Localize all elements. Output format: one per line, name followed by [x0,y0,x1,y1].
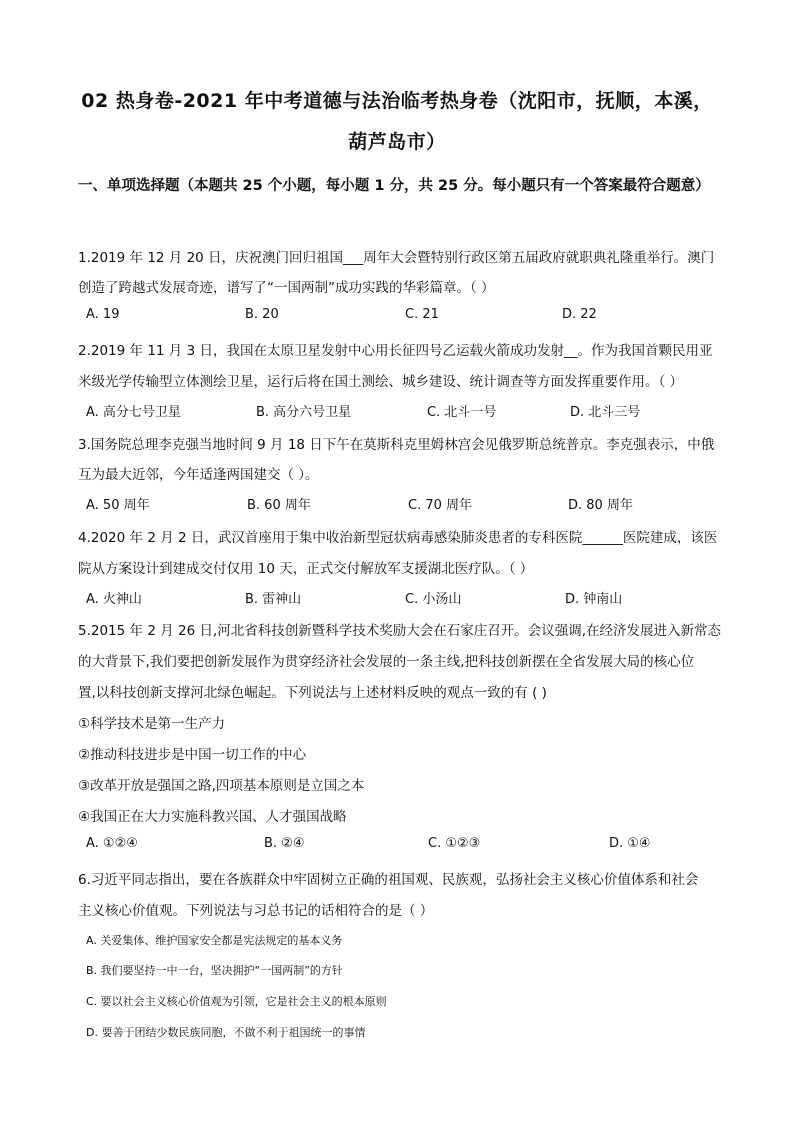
question-3-option-d: D. 80 周年 [568,498,633,513]
question-1-option-d: D. 22 [562,307,597,322]
question-4-option-d: D. 钟南山 [565,592,623,607]
question-2-option-c: C. 北斗一号 [427,405,497,420]
question-4-text-line1: 4.2020 年 2 月 2 日，武汉首座用于集中收治新型冠状病毒感染肺炎患者的专科医院______医院建成，该医 [78,530,718,546]
question-5-option-c: C. ①②③ [428,836,481,851]
question-4-option-c: C. 小汤山 [405,592,462,607]
question-3-option-a: A. 50 周年 [86,498,150,513]
question-4-text-line2: 院从方案设计到建成交付仅用 10 天，正式交付解放军支援湖北医疗队。（ ） [78,561,534,577]
question-2-text-line1: 2.2019 年 11 月 3 日，我国在太原卫星发射中心用长征四号乙运载火箭成功发射__。作为我国首颗民用亚 [78,343,713,359]
question-6-option-c: C. 要以社会主义核心价值观为引领，它是社会主义的根本原则 [86,995,387,1008]
question-4-option-a: A. 火神山 [86,592,142,607]
question-5-text-line2: 的大背景下,我们要把创新发展作为贯穿经济社会发展的一条主线,把科技创新摆在全省发展大局的核心位 [78,654,695,670]
question-6-option-a: A. 关爱集体、维护国家安全都是宪法规定的基本义务 [86,934,343,947]
question-3-option-c: C. 70 周年 [408,498,473,513]
question-2-option-d: D. 北斗三号 [570,405,641,420]
question-2-option-b: B. 高分六号卫星 [256,405,352,420]
question-5-option-d: D. ①④ [609,836,651,851]
question-5-option-a: A. ①②④ [86,836,138,851]
section-heading: 一、单项选择题（本题共 25 个小题，每小题 1 分，共 25 分。每小题只有一个答案最符合题意） [78,178,710,194]
question-5-statement-2: ②推动科技进步是中国一切工作的中心 [78,747,307,763]
question-3-text-line1: 3.国务院总理李克强当地时间 9 月 18 日下午在莫斯科克里姆林宫会见俄罗斯总统普京。李克强表示，中俄 [78,437,715,453]
question-5-statement-1: ①科学技术是第一生产力 [78,716,226,732]
question-6-text-line1: 6.习近平同志指出，要在各族群众中牢固树立正确的祖国观、民族观，弘扬社会主义核心价值体系和社会 [78,872,699,888]
question-3-text-line2: 互为最大近邻，今年适逢两国建交（ ）。 [78,467,319,483]
question-6-text-line2: 主义核心价值观。下列说法与习总书记的话相符合的是（ ） [78,903,434,919]
question-5-statement-4: ④我国正在大力实施科教兴国、人才强国战略 [78,809,347,825]
exam-title-line1: 02 热身卷-2021 年中考道德与法治临考热身卷（沈阳市，抚顺，本溪， [81,90,713,112]
question-1-text-line1: 1.2019 年 12 月 20 日，庆祝澳门回归祖国___周年大会暨特别行政区第五届政府就职典礼隆重举行。澳门 [78,250,715,266]
question-4-option-b: B. 雷神山 [245,592,302,607]
exam-title-line2: 葫芦岛市） [348,131,446,153]
question-2-text-line2: 米级光学传输型立体测绘卫星，运行后将在国土测绘、城乡建设、统计调查等方面发挥重要作用。（ ） [78,374,684,390]
question-5-option-b: B. ②④ [264,836,305,851]
question-1-option-a: A. 19 [86,307,120,322]
question-6-option-b: B. 我们要坚持一中一台，坚决拥护“一国两制”的方针 [86,964,343,977]
question-1-text-line2: 创造了跨越式发展奇迹，谱写了“一国两制”成功实践的华彩篇章。（ ） [78,280,495,296]
question-1-option-b: B. 20 [245,307,279,322]
question-3-option-b: B. 60 周年 [247,498,311,513]
question-5-statement-3: ③改革开放是强国之路,四项基本原则是立国之本 [78,778,365,794]
question-1-option-c: C. 21 [405,307,439,322]
question-6-option-d: D. 要善于团结少数民族同胞，不做不利于祖国统一的事情 [86,1026,366,1039]
question-5-text-line1: 5.2015 年 2 月 26 日,河北省科技创新暨科学技术奖励大会在石家庄召开。会议强调,在经济发展进入新常态 [78,623,722,639]
question-2-option-a: A. 高分七号卫星 [86,405,181,420]
question-5-text-line3: 置,以科技创新支撑河北绿色崛起。下列说法与上述材料反映的观点一致的有 ( ) [78,685,547,701]
